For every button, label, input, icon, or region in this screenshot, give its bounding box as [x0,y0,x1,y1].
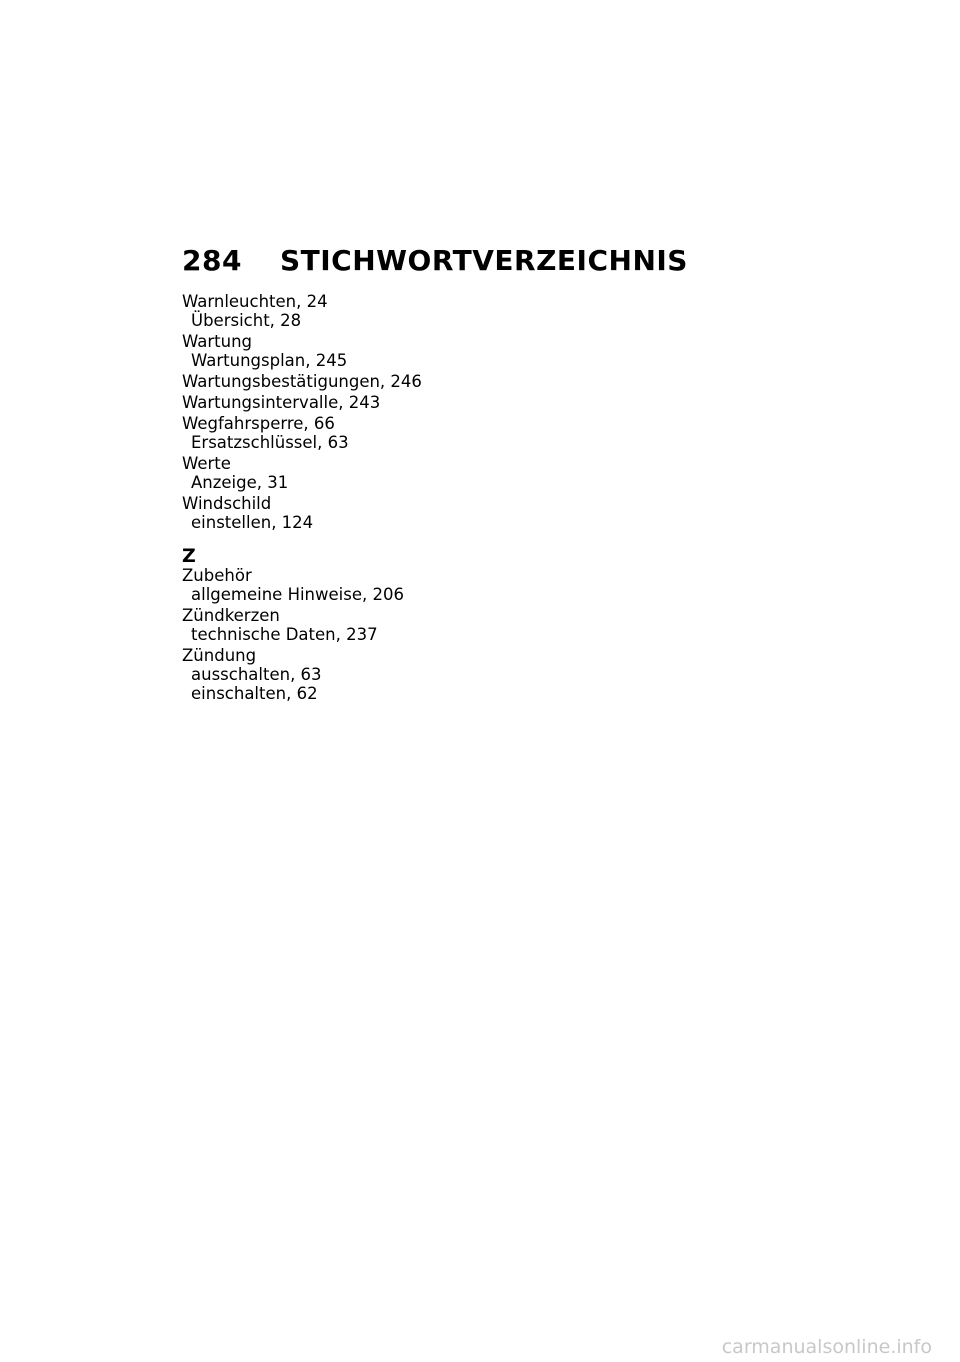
index-entry [182,372,742,391]
index-entry [182,332,742,370]
index-subterm: technische Daten, 237 [191,625,378,644]
index-entry [182,606,742,644]
index-term: Zubehör [182,566,252,585]
index-subterm: ausschalten, 63 [191,665,322,684]
index-term: Wartungsintervalle, 243 [182,393,381,412]
section-letter-z: Z [182,545,196,567]
index-entry [182,494,742,532]
index-entry [182,393,742,412]
index-entry [182,646,742,703]
index-term: Zündung [182,646,257,665]
index-subterm: einstellen, 124 [191,513,314,532]
index-subterm: Übersicht, 28 [191,311,302,330]
index-list [182,292,742,705]
index-term: Wartungsbestätigungen, 246 [182,372,422,391]
index-entry [182,292,742,330]
index-subterm: Anzeige, 31 [191,473,289,492]
page-number: 284 [182,244,242,277]
index-term: Windschild [182,494,272,513]
index-entry [182,566,742,604]
index-entry [182,414,742,452]
index-subterm: allgemeine Hinweise, 206 [191,585,404,604]
watermark: carmanualsonline.info [721,1336,932,1358]
index-entry [182,454,742,492]
index-term: Wegfahrsperre, 66 [182,414,335,433]
index-term: Warnleuchten, 24 [182,292,328,311]
index-term: Zündkerzen [182,606,280,625]
index-subterm: Ersatzschlüssel, 63 [191,433,349,452]
index-subterm: Wartungsplan, 245 [191,351,348,370]
page-title: STICHWORTVERZEICHNIS [280,244,688,277]
index-term: Werte [182,454,231,473]
page-header [182,244,688,278]
index-subterm: einschalten, 62 [191,684,318,703]
index-term: Wartung [182,332,253,351]
